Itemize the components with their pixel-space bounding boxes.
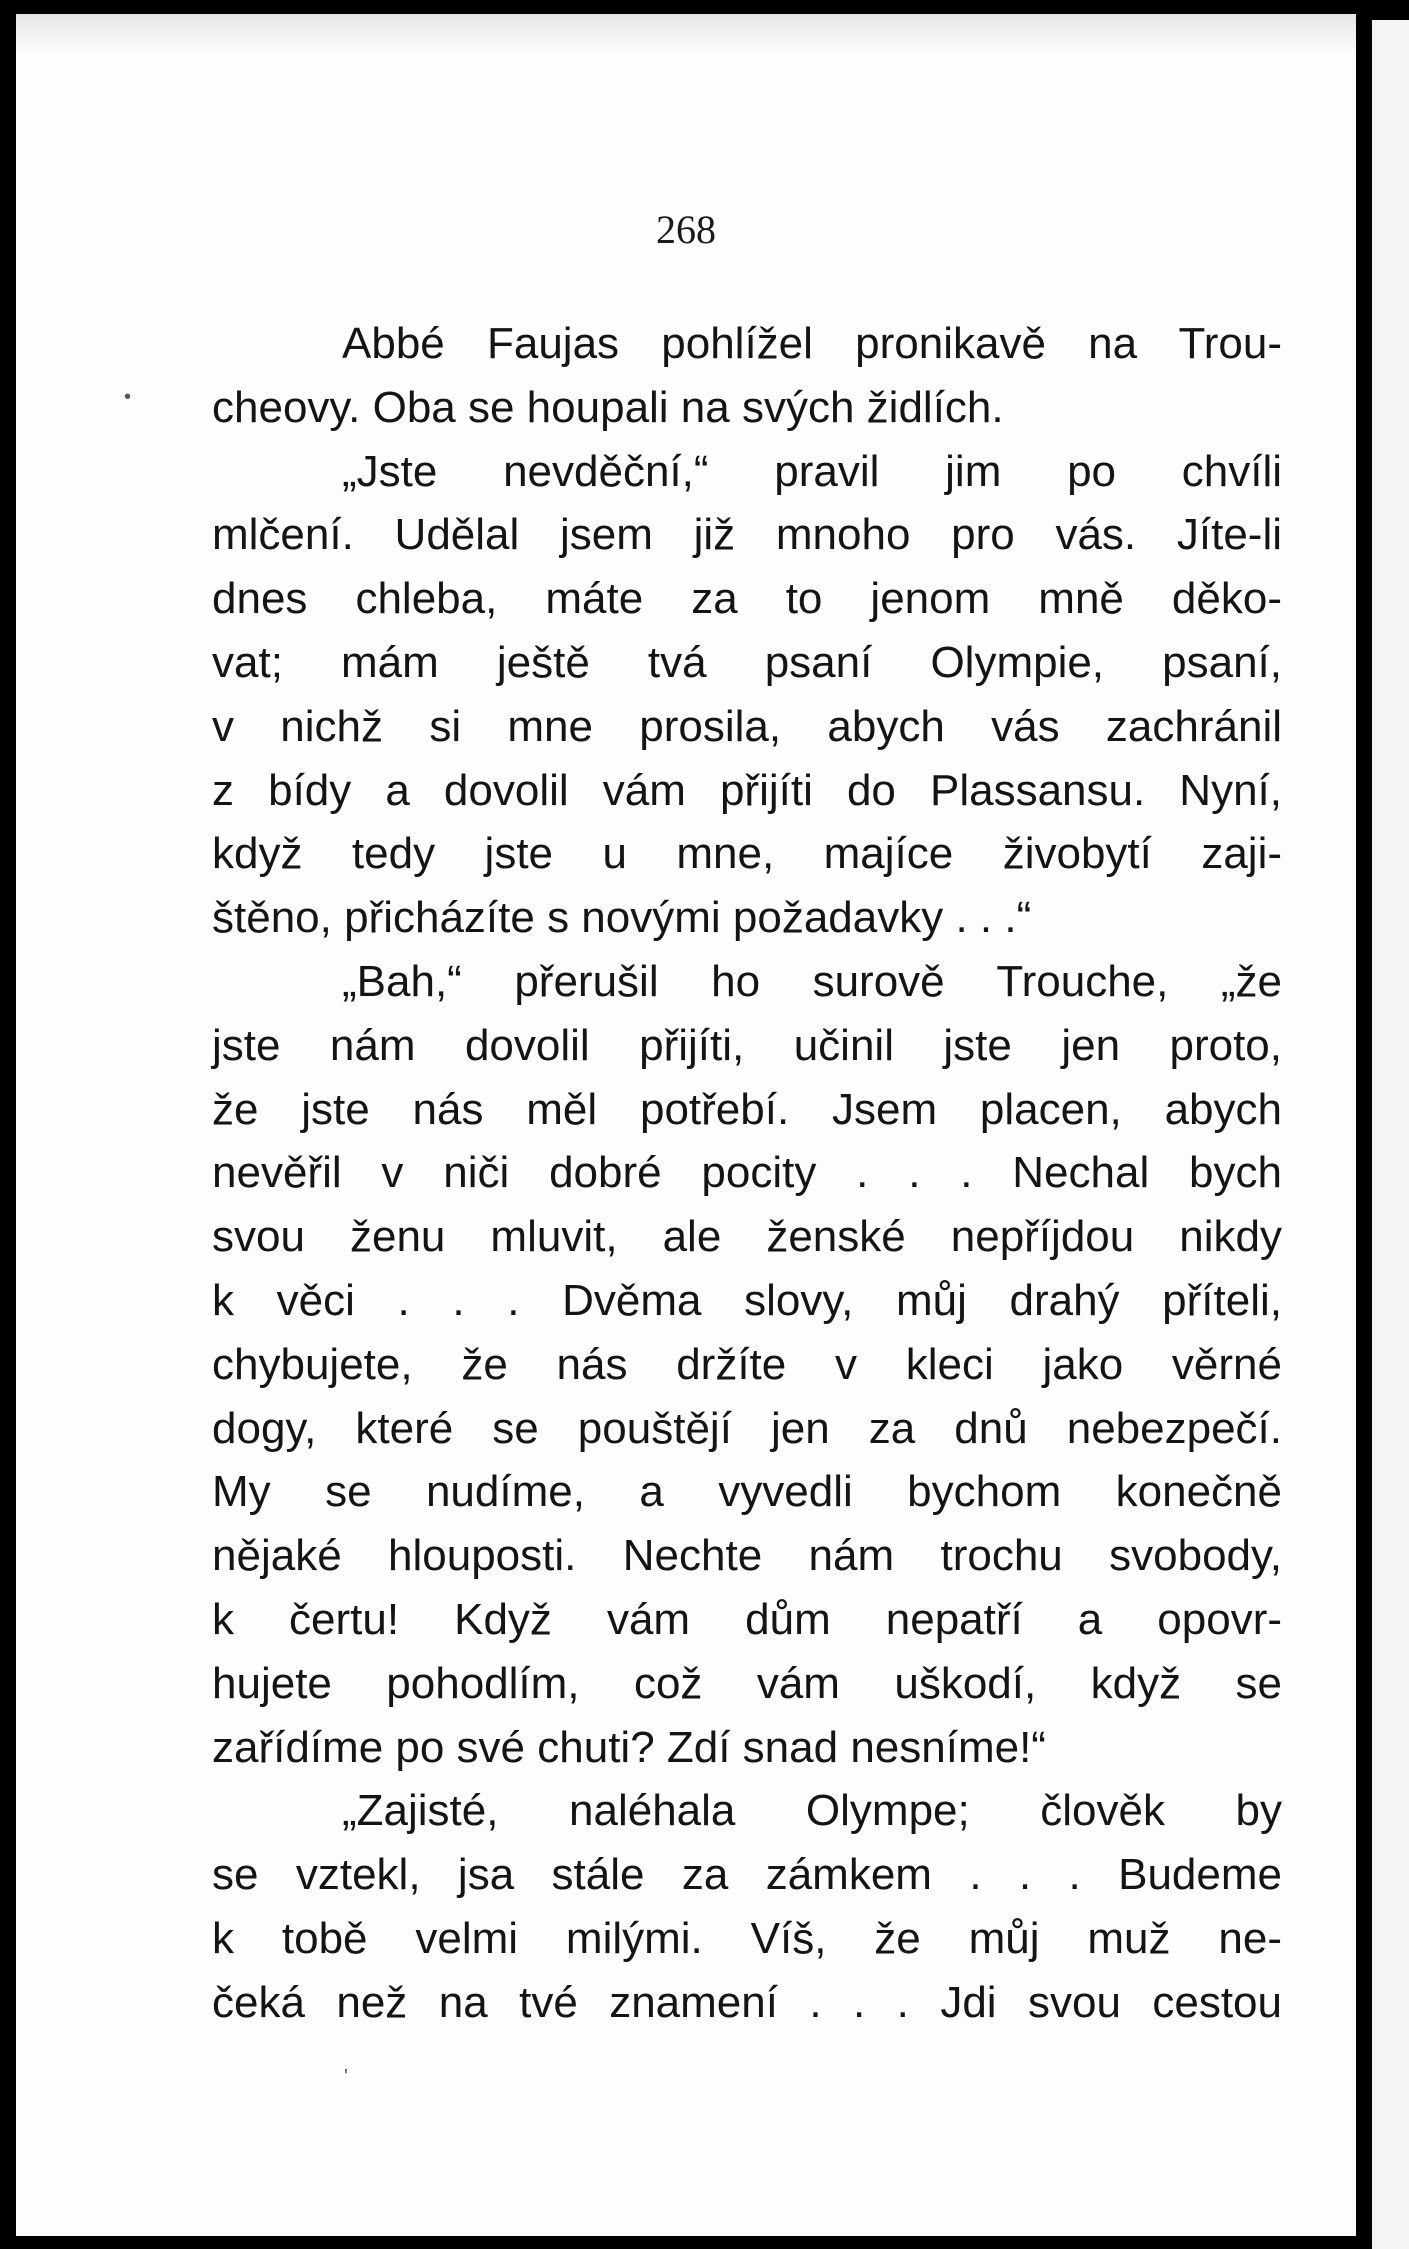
text-line: vat; mám ještě tvá psaní Olympie, psaní, — [212, 637, 1282, 687]
text-line: v nichž si mne prosila, abych vás zachránil — [212, 701, 1282, 751]
text-line: štěno, přicházíte s novými požadavky . . .“ — [212, 893, 1032, 943]
text-line: „Jste nevděční,“ pravil jim po chvíli — [342, 446, 1282, 496]
page-number: 268 — [656, 207, 716, 252]
text-line: chybujete, že nás držíte v kleci jako věrné — [212, 1339, 1282, 1389]
text-line: že jste nás měl potřebí. Jsem placen, abych — [212, 1084, 1282, 1134]
text-line: když tedy jste u mne, majíce živobytí zaji- — [212, 829, 1282, 879]
text-line: Abbé Faujas pohlížel pronikavě na Trou- — [342, 319, 1282, 368]
text-line: dogy, které se pouštějí jen za dnů nebezpečí. — [212, 1403, 1282, 1453]
text-line: jste nám dovolil přijíti, učinil jste jen proto, — [212, 1020, 1282, 1070]
text-line: My se nudíme, a vyvedli bychom konečně — [212, 1467, 1282, 1517]
page-top-shadow — [16, 14, 1356, 54]
text-line: svou ženu mluvit, ale ženské nepříjdou nikdy — [212, 1212, 1282, 1262]
text-line: „Bah,“ přerušil ho surově Trouche, „že — [342, 956, 1282, 1006]
text-line: k věci . . . Dvěma slovy, můj drahý příteli, — [212, 1275, 1282, 1325]
text-line: dnes chleba, máte za to jenom mně děko- — [212, 574, 1282, 624]
text-line: čeká než na tvé znamení . . . Jdi svou cestou — [212, 1977, 1282, 2027]
text-line: nevěřil v niči dobré pocity . . . Nechal bych — [212, 1148, 1282, 1198]
text-line: hujete pohodlím, což vám uškodí, když se — [212, 1658, 1282, 1708]
speck-mark: • — [124, 386, 132, 408]
text-line: zařídíme po své chuti? Zdí snad nesníme!“ — [212, 1722, 1046, 1772]
text-line: z bídy a dovolil vám přijíti do Plassansu. Nyní, — [212, 765, 1282, 815]
text-line: cheovy. Oba se houpali na svých židlích. — [212, 382, 1004, 432]
text-line: „Zajisté, naléhala Olympe; člověk by — [342, 1786, 1282, 1836]
body-text — [212, 312, 1282, 2035]
text-line: k tobě velmi milými. Víš, že můj muž ne- — [212, 1913, 1282, 1963]
text-line: k čertu! Když vám dům nepatří a opovr- — [212, 1594, 1282, 1644]
text-line: nějaké hlouposti. Nechte nám trochu svobody, — [212, 1531, 1282, 1581]
text-line: se vztekl, jsa stále za zámkem . . . Budeme — [212, 1850, 1282, 1900]
adjacent-page-edge — [1372, 20, 1409, 2249]
speck-mark: ' — [344, 2066, 348, 2088]
text-line: mlčení. Udělal jsem již mnoho pro vás. Jíte-li — [212, 510, 1282, 560]
book-page — [16, 14, 1356, 2236]
